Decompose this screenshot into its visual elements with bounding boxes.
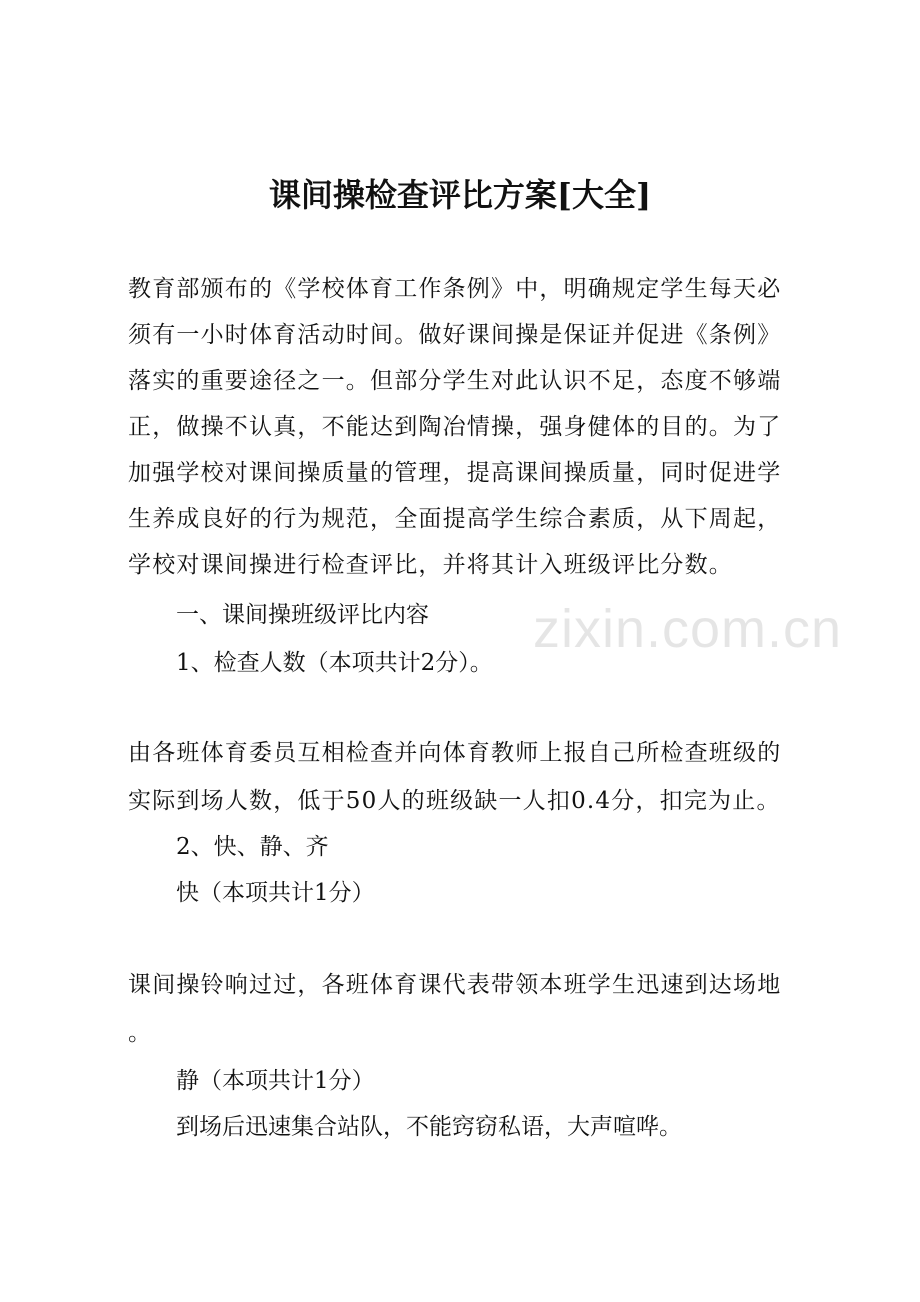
jing-text: 到场后迅速集合站队，不能窍窃私语，大声喧哗。 [176, 1114, 682, 1140]
item2-heading: 2、快、静、齐 [176, 834, 329, 860]
section-heading: 一、课间操班级评比内容 [176, 602, 429, 628]
intro-line-3: 落实的重要途径之一。但部分学生对此认识不足，态度不够端 [128, 368, 782, 394]
item1-line-1: 由各班体育委员互相检查并向体育教师上报自己所检查班级的 [128, 740, 782, 766]
intro-line-1: 教育部颁布的《学校体育工作条例》中，明确规定学生每天必 [128, 276, 782, 302]
item1-line-2: 实际到场人数，低于50人的班级缺一人扣0.4分，扣完为止。 [128, 788, 781, 814]
intro-line-5: 加强学校对课间操质量的管理，提高课间操质量，同时促进学 [128, 460, 782, 486]
watermark: zixin.com.cn [533, 599, 843, 659]
intro-line-6: 生养成良好的行为规范，全面提高学生综合素质，从下周起， [128, 506, 782, 532]
intro-line-7: 学校对课间操进行检查评比，并将其计入班级评比分数。 [128, 552, 733, 578]
kuai-line-2: 。 [128, 1020, 153, 1046]
intro-line-4: 正，做操不认真，不能达到陶冶情操，强身健体的目的。为了 [128, 414, 782, 440]
document-title: 课间操检查评比方案[大全] [268, 176, 652, 214]
intro-line-2: 须有一小时体育活动时间。做好课间操是保证并促进《条例》 [128, 322, 782, 348]
jing-heading: 静（本项共计1分） [176, 1068, 375, 1094]
item1-heading: 1、检查人数（本项共计2分）。 [176, 650, 493, 676]
kuai-heading: 快（本项共计1分） [176, 880, 375, 906]
kuai-line-1: 课间操铃响过过，各班体育课代表带领本班学生迅速到达场地 [128, 972, 782, 998]
